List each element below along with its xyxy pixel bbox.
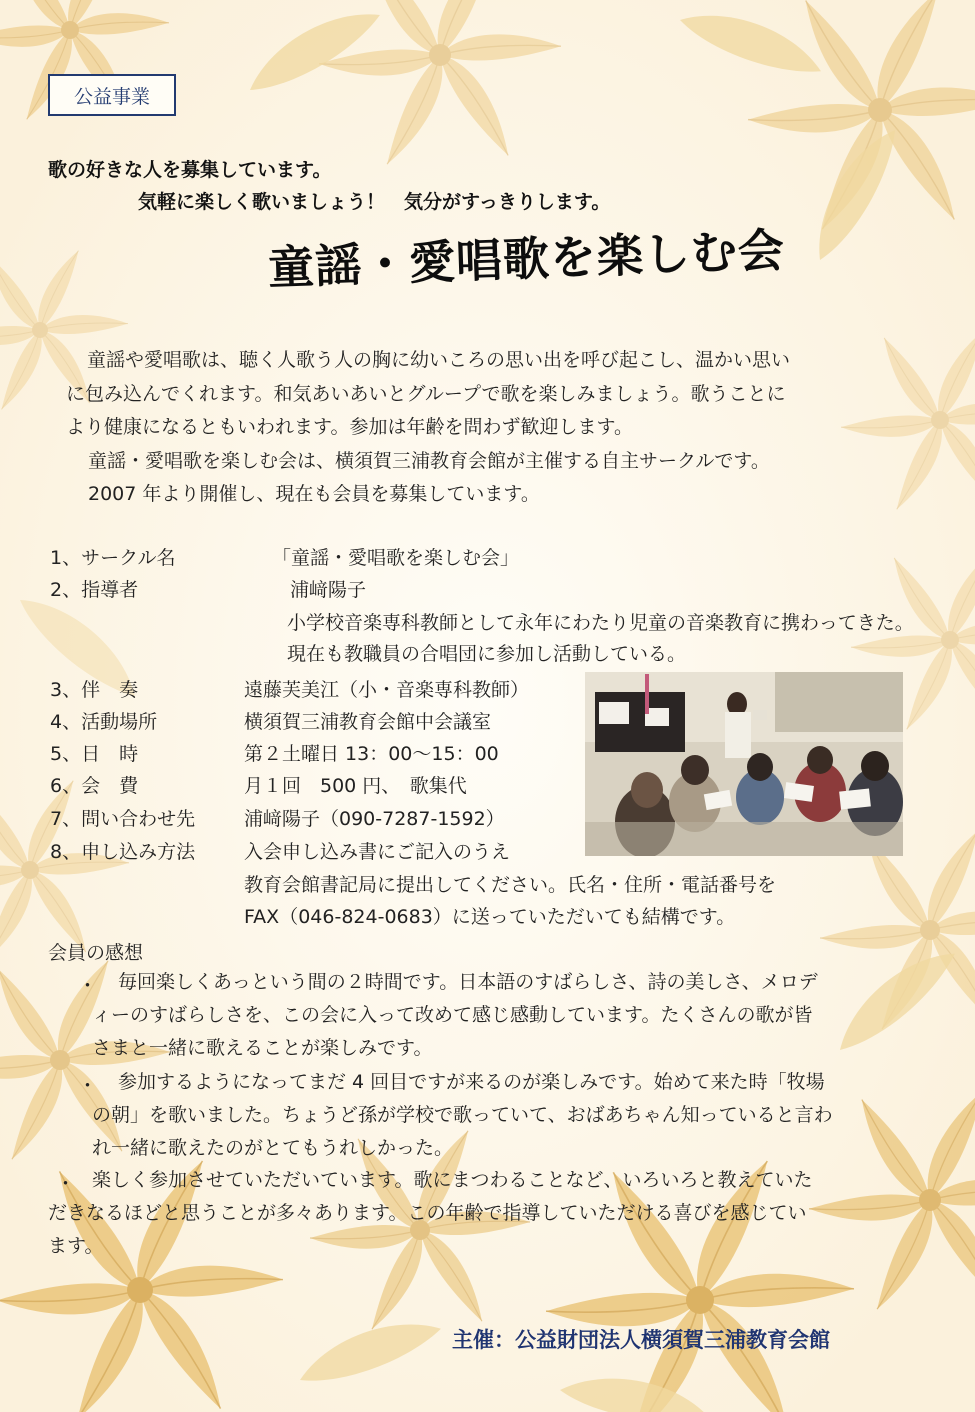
category-badge: 公益事業 [48, 74, 176, 116]
apply-line: FAX（046-824-0683）に送っていただいても結構です。 [244, 906, 736, 928]
info-label: 4、活動場所 [50, 711, 158, 733]
info-label: 2、指導者 [50, 579, 139, 601]
group-photo [585, 672, 903, 856]
impression-line: れ一緒に歌えたのがとてもうれしかった。 [92, 1137, 454, 1159]
impression-line: 参加するようになってまだ 4 回目ですが来るのが楽しみです。始めて来た時「牧場 [118, 1071, 825, 1093]
info-value: 浦﨑陽子（090-7287-1592） [244, 808, 505, 830]
impression-line: さまと一緒に歌えることが楽しみです。 [92, 1037, 433, 1059]
bullet: ・ [78, 975, 98, 997]
intro-line: 2007 年より開催し、現在も会員を募集しています。 [88, 483, 540, 505]
info-label: 6、会 費 [50, 775, 139, 797]
info-value: 「童謡・愛唱歌を楽しむ会」 [272, 547, 520, 569]
impression-line: ます。 [48, 1235, 104, 1257]
intro-line: に包み込んでくれます。和気あいあいとグループで歌を楽しみましょう。歌うことに [66, 382, 786, 405]
info-label: 5、日 時 [50, 743, 139, 765]
info-value: 浦﨑陽子 [290, 579, 367, 601]
info-value: 入会申し込み書にご記入のうえ [244, 841, 511, 863]
impression-line: 楽しく参加させていただいています。歌にまつわることなど、いろいろと教えていた [92, 1169, 813, 1191]
info-label: 3、伴 奏 [50, 679, 139, 701]
intro-line: 童謡や愛唱歌は、聴く人歌う人の胸に幼いころの思い出を呼び起こし、温かい思い [87, 349, 791, 371]
catch-line-2: 気軽に楽しく歌いましょう！ 気分がすっきりします。 [138, 191, 611, 213]
page-title: 童謡・愛唱歌を楽しむ会 [267, 222, 786, 295]
impression-line: の朝」を歌いました。ちょうど孫が学校で歌っていて、おばあちゃん知っていると言わ [92, 1104, 833, 1126]
impressions-title: 会員の感想 [48, 942, 144, 964]
info-value: 月１回 500 円、 歌集代 [244, 775, 467, 797]
intro-line: より健康になるともいわれます。参加は年齢を問わず歓迎します。 [66, 416, 633, 438]
apply-line: 教育会館書記局に提出してください。氏名・住所・電話番号を [244, 874, 777, 896]
intro-text [66, 344, 926, 512]
info-label: 7、問い合わせ先 [50, 808, 196, 830]
organizer: 主催：公益財団法人横須賀三浦教育会館 [452, 1328, 830, 1352]
info-value: 第２土曜日 13：00～15：00 [244, 743, 499, 765]
bullet: ・ [56, 1173, 76, 1195]
info-label: 8、申し込み方法 [50, 841, 196, 863]
intro-line: 童謡・愛唱歌を楽しむ会は、横須賀三浦教育会館が主催する自主サークルです。 [88, 449, 770, 472]
impression-line: 毎回楽しくあっという間の２時間です。日本語のすばらしさ、詩の美しさ、メロデ [118, 971, 818, 993]
info-label: 1、サークル名 [50, 547, 176, 569]
info-value: 遠藤芙美江（小・音楽専科教師） [244, 679, 530, 701]
catch-line-1: 歌の好きな人を募集しています。 [48, 159, 332, 181]
impression-line: ィーのすばらしさを、この会に入って改めて感じ感動しています。たくさんの歌が皆 [92, 1004, 813, 1026]
impression-line: だきなるほどと思うことが多々あります。この年齢で指導していただける喜びを感じてい [48, 1202, 807, 1224]
bullet: ・ [78, 1075, 98, 1097]
leader-description: 小学校音楽専科教師として永年にわたり児童の音楽教育に携わってきた。現在も教職員の合唱団に参加し活動している。 [287, 612, 914, 665]
info-value: 横須賀三浦教育会館中会議室 [244, 711, 492, 733]
